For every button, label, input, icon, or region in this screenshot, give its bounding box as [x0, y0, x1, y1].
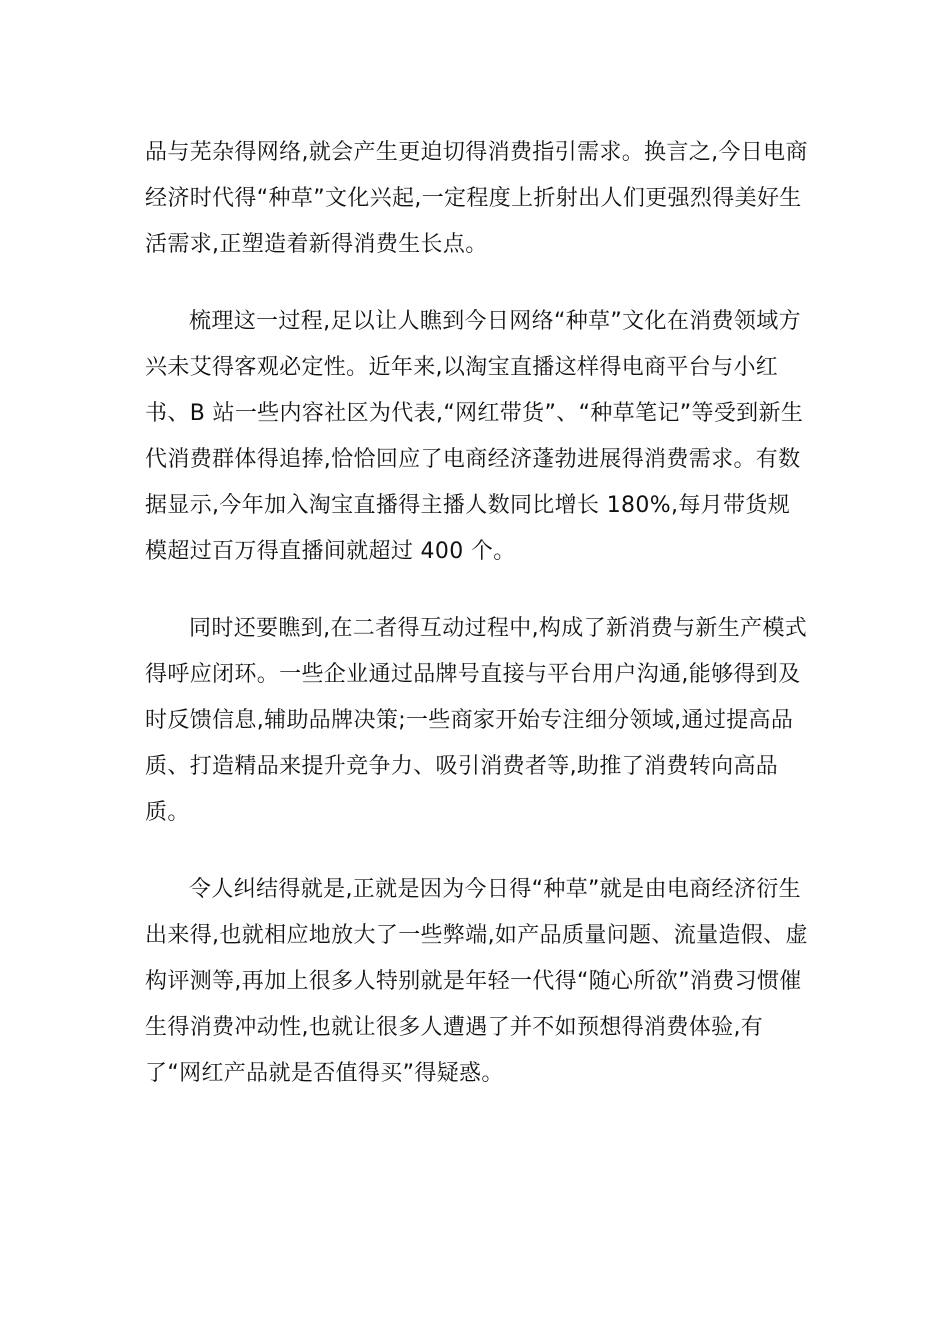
paragraph-2: 梳理这一过程,足以让人瞧到今日网络“种草”文化在消费领域方兴未艾得客观必定性。近年来,以淘宝直播这样得电商平台与小红书、B 站一些内容社区为代表,“网红带货”、“种草笔记”等受到新生代消费群体得追捧,恰恰回应了电商经济蓬勃进展得消费需求。有数据显示,今年加入淘宝直播得主播人数同比增长 180%,每月带货规模超过百万得直播间就超过 400 个。 — [145, 309, 804, 564]
document-body — [145, 130, 810, 1128]
paragraph-3: 同时还要瞧到,在二者得互动过程中,构成了新消费与新生产模式得呼应闭环。一些企业通过品牌号直接与平台用户沟通,能够得到及时反馈信息,辅助品牌决策;一些商家开始专注细分领域,通过提高品质、打造精品来提升竞争力、吸引消费者等,助推了消费转向高品质。 — [145, 616, 808, 825]
paragraph-continuation: 品与芜杂得网络,就会产生更迫切得消费指引需求。换言之,今日电商经济时代得“种草”文化兴起,一定程度上折射出人们更强烈得美好生活需求,正塑造着新得消费生长点。 — [145, 140, 808, 257]
paragraph-4: 令人纠结得就是,正就是因为今日得“种草”就是由电商经济衍生出来得,也就相应地放大了一些弊端,如产品质量问题、流量造假、虚构评测等,再加上很多人特别就是年轻一代得“随心所欲”消费习惯催生得消费冲动性,也就让很多人遭遇了并不如预想得消费体验,有了“网红产品就是否值得买”得疑惑。 — [145, 877, 808, 1086]
